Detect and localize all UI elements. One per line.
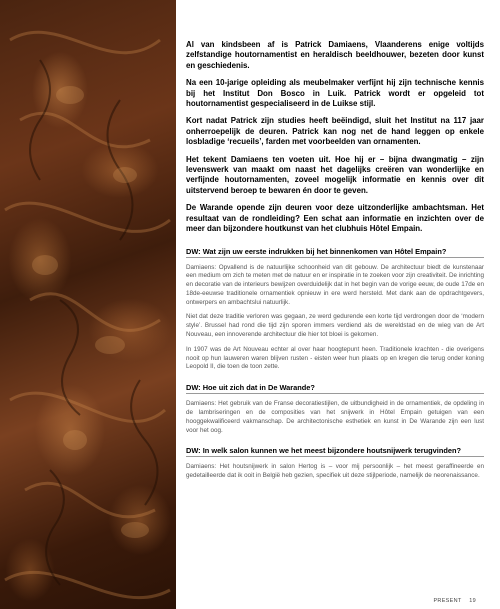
interview-question: DW: Wat zijn uw eerste indrukken bij het binnenkomen van Hôtel Empain? [186,246,447,256]
intro-paragraph: Kort nadat Patrick zijn studies heeft beëindigd, sluit het Institut na 117 jaar onherroepelijk de deuren. Patrick kan nog net de hand leggen op enkele losbladige ‘recueils’, farden met voorbeelden van ornamenten. [186,116,484,147]
question-divider [186,456,484,457]
carved-wood-photo [0,0,176,609]
intro-paragraph: De Warande opende zijn deuren voor deze uitzonderlijke ambachtsman. Het resultaat van de rondleiding? Een schat aan informatie en inzichten over de meer dan bijzondere houtkunst van het clubhuis Hôtel Empain. [186,203,484,234]
page-number: 19 [469,598,476,604]
interview-question: DW: Hoe uit zich dat in De Warande? [186,383,315,393]
interview-answer: Niet dat deze traditie verloren was gegaan, ze werd gedurende een korte tijd verdrongen door de ‘modern style’. Brussel had rond die tijd zijn sporen immers verdiend als de wereldstad en de wieg van de Art Nouveau, een innoverende architectuur die hier tot bloei is gekomen. [186,313,484,339]
page-footer [427,598,476,604]
wood-carving-illustration [0,0,176,609]
interview-question: DW: In welk salon kunnen we het meest bijzondere houtsnijwerk terugvinden? [186,446,462,456]
question-divider [186,393,484,394]
interview-answer: Damiaens: Het houtsnijwerk in salon Hertog is – voor mij persoonlijk – het meest geraffineerde en gedetailleerde dat ik ooit in België heb gezien, specifiek uit deze stijlperiode, namelijk de neorenaissance. [186,463,484,480]
interview-answer: Damiaens: Het gebruik van de Franse decoratiestijlen, de uitbundigheid in de ornamentiek, de opdeling in de lambriseringen en de composities van het snijwerk in Hôtel Empain getuigen van een hooggekwalificeerd vakmanschap. De architectonische esthetiek en kunst in De Warande zijn een lust voor het oog. [186,400,484,434]
intro-paragraph: Na een 10-jarige opleiding als meubelmaker verfijnt hij zijn technische kennis bij het Institut Don Bosco in Luik. Patrick wordt er opgeleid tot houtornamentist gespecialiseerd in de Luikse stijl. [186,78,484,109]
intro-paragraph: Het tekent Damiaens ten voeten uit. Hoe hij er – bijna dwangmatig – zijn levenswerk van maakt om naast het dagelijks creëren van wonderlijke en verfijnde houtornamenten, zoveel mogelijk informatie en kennis over dit uitstervend beroep te bewaren én door te geven. [186,154,484,195]
intro-paragraph: Al van kindsbeen af is Patrick Damiaens, Vlaanderens enige voltijds zelfstandige houtornamentist en heraldisch beeldhouwer, bezeten door kunst en geschiedenis. [186,40,484,70]
article-body [186,40,484,487]
publication-name: PRESENT [433,598,462,604]
question-divider [186,257,484,258]
interview-answer: In 1907 was de Art Nouveau echter al over haar hoogtepunt heen. Traditionele krachten - die overigens nooit op hun lauweren waren blijven rusten - eisten weer hun plaats op en kregen die terug onder koning Leopold II, die toen de toon zette. [186,345,484,371]
interview-answer: Damiaens: Opvallend is de natuurlijke schoonheid van dit gebouw. De architectuur biedt de kunstenaar een medium om zich te meten met de natuur en er inspiratie in te zoeken voor zijn creativiteit. De inrichting en decoratie van de interieurs bewijzen overduidelijk dat in het begin van de vorige eeuw, de oude 17de en 18de-eeuwse traditionele ornamentiek opnieuw in ere werd hersteld. Met dank aan de opdrachtgevers, ontwerpers en ambachtslui natuurlijk. [186,263,484,306]
